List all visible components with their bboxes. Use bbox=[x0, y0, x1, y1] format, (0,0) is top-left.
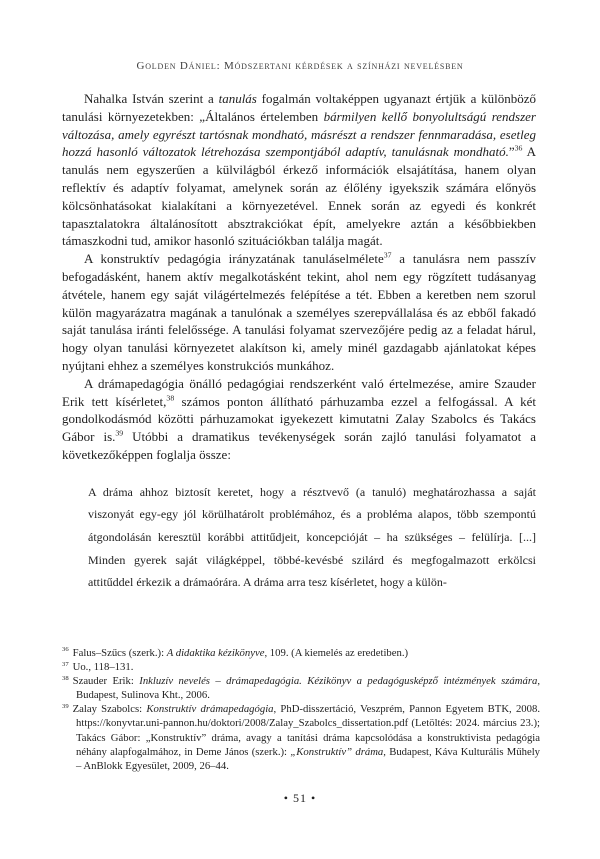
text-run: A dráma ahhoz biztosít keretet, hogy a résztvevő (a tanuló) meghatározhassa a saját viszonyát egy-egy jól körülhatárolt problémához, és a probléma alapos, több szempontú átgondolásán keresztül korábbi attitűdjeit, koncepcióját – ha szükséges – felülírja. [...] Minden gyerek saját világképpel, többé-kevésbé szilárd és megfogalmazott erkölcsi attitűddel érkezik a drámaórára. A dráma arra tesz kísérletet, hogy a külön- bbox=[88, 484, 536, 590]
text-run: , 109. (A kiemelés az eredetiben.) bbox=[264, 647, 409, 659]
body-text bbox=[62, 90, 536, 594]
footnote-37 bbox=[62, 660, 540, 674]
text-run: fogalmán voltaképpen ugyanazt értjük a különböző tanulási környezetekben: „Általános értelemben bbox=[62, 91, 536, 124]
footnote-number: 39 bbox=[62, 702, 69, 710]
footnote-marker: 36 bbox=[514, 144, 523, 154]
text-run: Uo., 118–131. bbox=[72, 661, 134, 674]
text-run: Nahalka István szerint a bbox=[84, 91, 219, 106]
text-run: Zalay Szabolcs: bbox=[72, 703, 147, 716]
footnote-marker: 38 bbox=[166, 393, 175, 403]
text-run: Falus–Szűcs (szerk.): bbox=[72, 647, 167, 659]
text-run: bármilyen kellő bonyolultságú rendszer változása, amely egyrészt tartósnak mondható, másrészt a rendszer fennmaradása, esetleg hozzá hasonló változatok létrehozása szempontjából adaptív, tanulásnak mondható. bbox=[62, 108, 536, 160]
text-run: , PhD-disszertáció, Veszprém, Pannon Egyetem BTK, 2008. https://konyvtar.uni-pannon.hu/doktori/2008/Zalay_Szabolcs_dissertation.pdf (Letöltés: 2024. március 23.); Takács Gábor: „Konstruktív” dráma, avagy a tanítási dráma kapcsolódása a konstruktivista pedagógia néhány alapfogalmához, in Deme János (szerk.): bbox=[76, 703, 540, 758]
text-run: tanulás bbox=[218, 91, 257, 106]
footnote-number: 38 bbox=[62, 674, 69, 682]
footnote-39 bbox=[62, 702, 540, 772]
paragraph bbox=[62, 90, 536, 250]
text-run: , Budapest, Sulinova Kht., 2006. bbox=[76, 675, 540, 702]
footnote-marker: 39 bbox=[115, 428, 124, 438]
text-run: számos ponton állítható párhuzamba ezzel a felfogással. A két gondolkodásmód közötti párhuzamokat igyekezett kimutatni Zalay Szabolcs és Takács Gábor is. bbox=[62, 393, 536, 445]
footnotes bbox=[62, 646, 540, 773]
text-run: , Budapest, Káva Kulturális Műhely – AnBlokk Egyesület, 2009, 26–44. bbox=[76, 745, 541, 772]
footnote-38 bbox=[62, 674, 540, 702]
text-run: A drámapedagógia önálló pedagógiai rendszerként való értelmezése, amire Szauder Erik tett kísérletet, bbox=[62, 375, 536, 409]
text-run: a tanulásra nem passzív befogadásként, hanem aktív megalkotásként tekint, ahol nem egy rögzített tudásanyag átvétele, hanem egy saját világértelmezés felépítése a tét. Ebben a keretben nem szorul külön magyarázatra magának a tanulónak a személyes szerepvállalása és az ebből fakadó saját tanulása iránti felelőssége. A tanulási folyamat szervezőjére pedig az a feladat hárul, hogy olyan tanulási környezetet alakítson ki, amely minél gazdagabb ajánlatokat képes nyújtani ehhez a személyes konstrukciós munkához. bbox=[62, 251, 536, 373]
page-number: • 51 • bbox=[283, 791, 317, 805]
footnote-number: 36 bbox=[62, 646, 69, 654]
paragraph bbox=[62, 375, 536, 464]
text-run: Konstruktív drámapedagógia bbox=[146, 703, 274, 716]
footnote-number: 37 bbox=[62, 660, 69, 668]
footnote-36 bbox=[62, 646, 540, 660]
text-run: A konstruktív pedagógia irányzatának tanuláselmélete bbox=[84, 251, 384, 267]
paragraph bbox=[62, 250, 536, 375]
text-run: „Konstruktív” dráma bbox=[290, 745, 384, 758]
block-quote bbox=[88, 481, 536, 594]
footnote-marker: 37 bbox=[383, 250, 392, 260]
text-run: ” bbox=[508, 144, 515, 160]
text-run: Utóbbi a dramatikus tevékenységek során zajló tanulási folyamatot a következőképpen foglalja össze: bbox=[62, 429, 537, 462]
text-run: Szauder Erik: bbox=[72, 675, 140, 688]
running-head: Golden Dániel: Módszertani kérdések a színházi nevelésben bbox=[136, 60, 464, 72]
text-run: Inkluzív nevelés – drámapedagógia. Kézikönyv a pedagógusképző intézmények számára bbox=[139, 675, 538, 688]
text-run: A tanulás nem egyszerűen a külvilágból érkező információk elsajátítása, hanem olyan reflektív és adaptív folyamat, amelynek során az élőlény igyekszik számára előnyös kölcsönhatásokat kialakítani a környezetével. Ennek során az egyedi és konkrét tapasztalatokra általánosított absztrakciókat épít, amelyekre aztán a későbbiekben támaszkodni tud, amikor hasonló szituációkban találja magát. bbox=[62, 144, 536, 249]
text-run: A didaktika kézikönyve bbox=[166, 647, 265, 659]
